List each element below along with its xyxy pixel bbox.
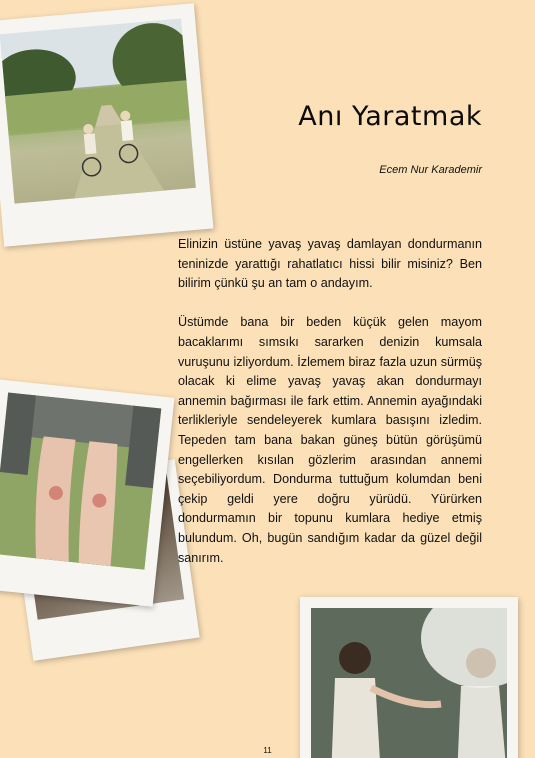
article-paragraph-1: Elinizin üstüne yavaş yavaş damlayan dondurmanın teninizde yarattığı rahatlatıcı hissi bilir misiniz? Ben bilirim çünkü şu an tam o andayım. [178, 237, 482, 291]
article-paragraph-2: Üstümde bana bir beden küçük gelen mayom bacaklarımı sımsıkı sararken denizin kumsala vuruşunu izliyordum. İzlemem biraz fazla uzun sürmüş olacak ki elime yavaş yavaş akan dondurmayı annemin bağırması ile fark ettim. Annemin ayağındaki terlikleriyle sendeleyerek kumlara basışını izledim. Tepeden tam bana bakan güneş bütün görüşümü engellerken kısılan gözlerim arasından annemi seçebiliyordum. Dondurma tuttuğum kolumdan beni çekip geldi yere doğru yürüdü. Yürürken dondurmamın bir topunu kumlara hediye etmiş bulundum. Oh, bugün sandığım kadar da güzel değil sanırım. [178, 315, 482, 565]
photo-scraped-knees [0, 392, 161, 569]
polaroid-photo-knees [0, 379, 174, 606]
article-body [178, 235, 482, 588]
page-number: 11 [263, 746, 272, 755]
polaroid-photo-bike-ride [0, 3, 213, 246]
photo-girls-cycling [0, 18, 196, 203]
article-author: Ecem Nur Karademir [379, 164, 482, 176]
bike-ride-illustration [0, 18, 196, 203]
polaroid-photo-holding-hands [300, 597, 518, 758]
knees-illustration [0, 392, 161, 569]
article-title: Anı Yaratmak [298, 101, 482, 132]
photo-holding-hands [311, 608, 507, 758]
holding-hands-illustration [311, 608, 507, 758]
